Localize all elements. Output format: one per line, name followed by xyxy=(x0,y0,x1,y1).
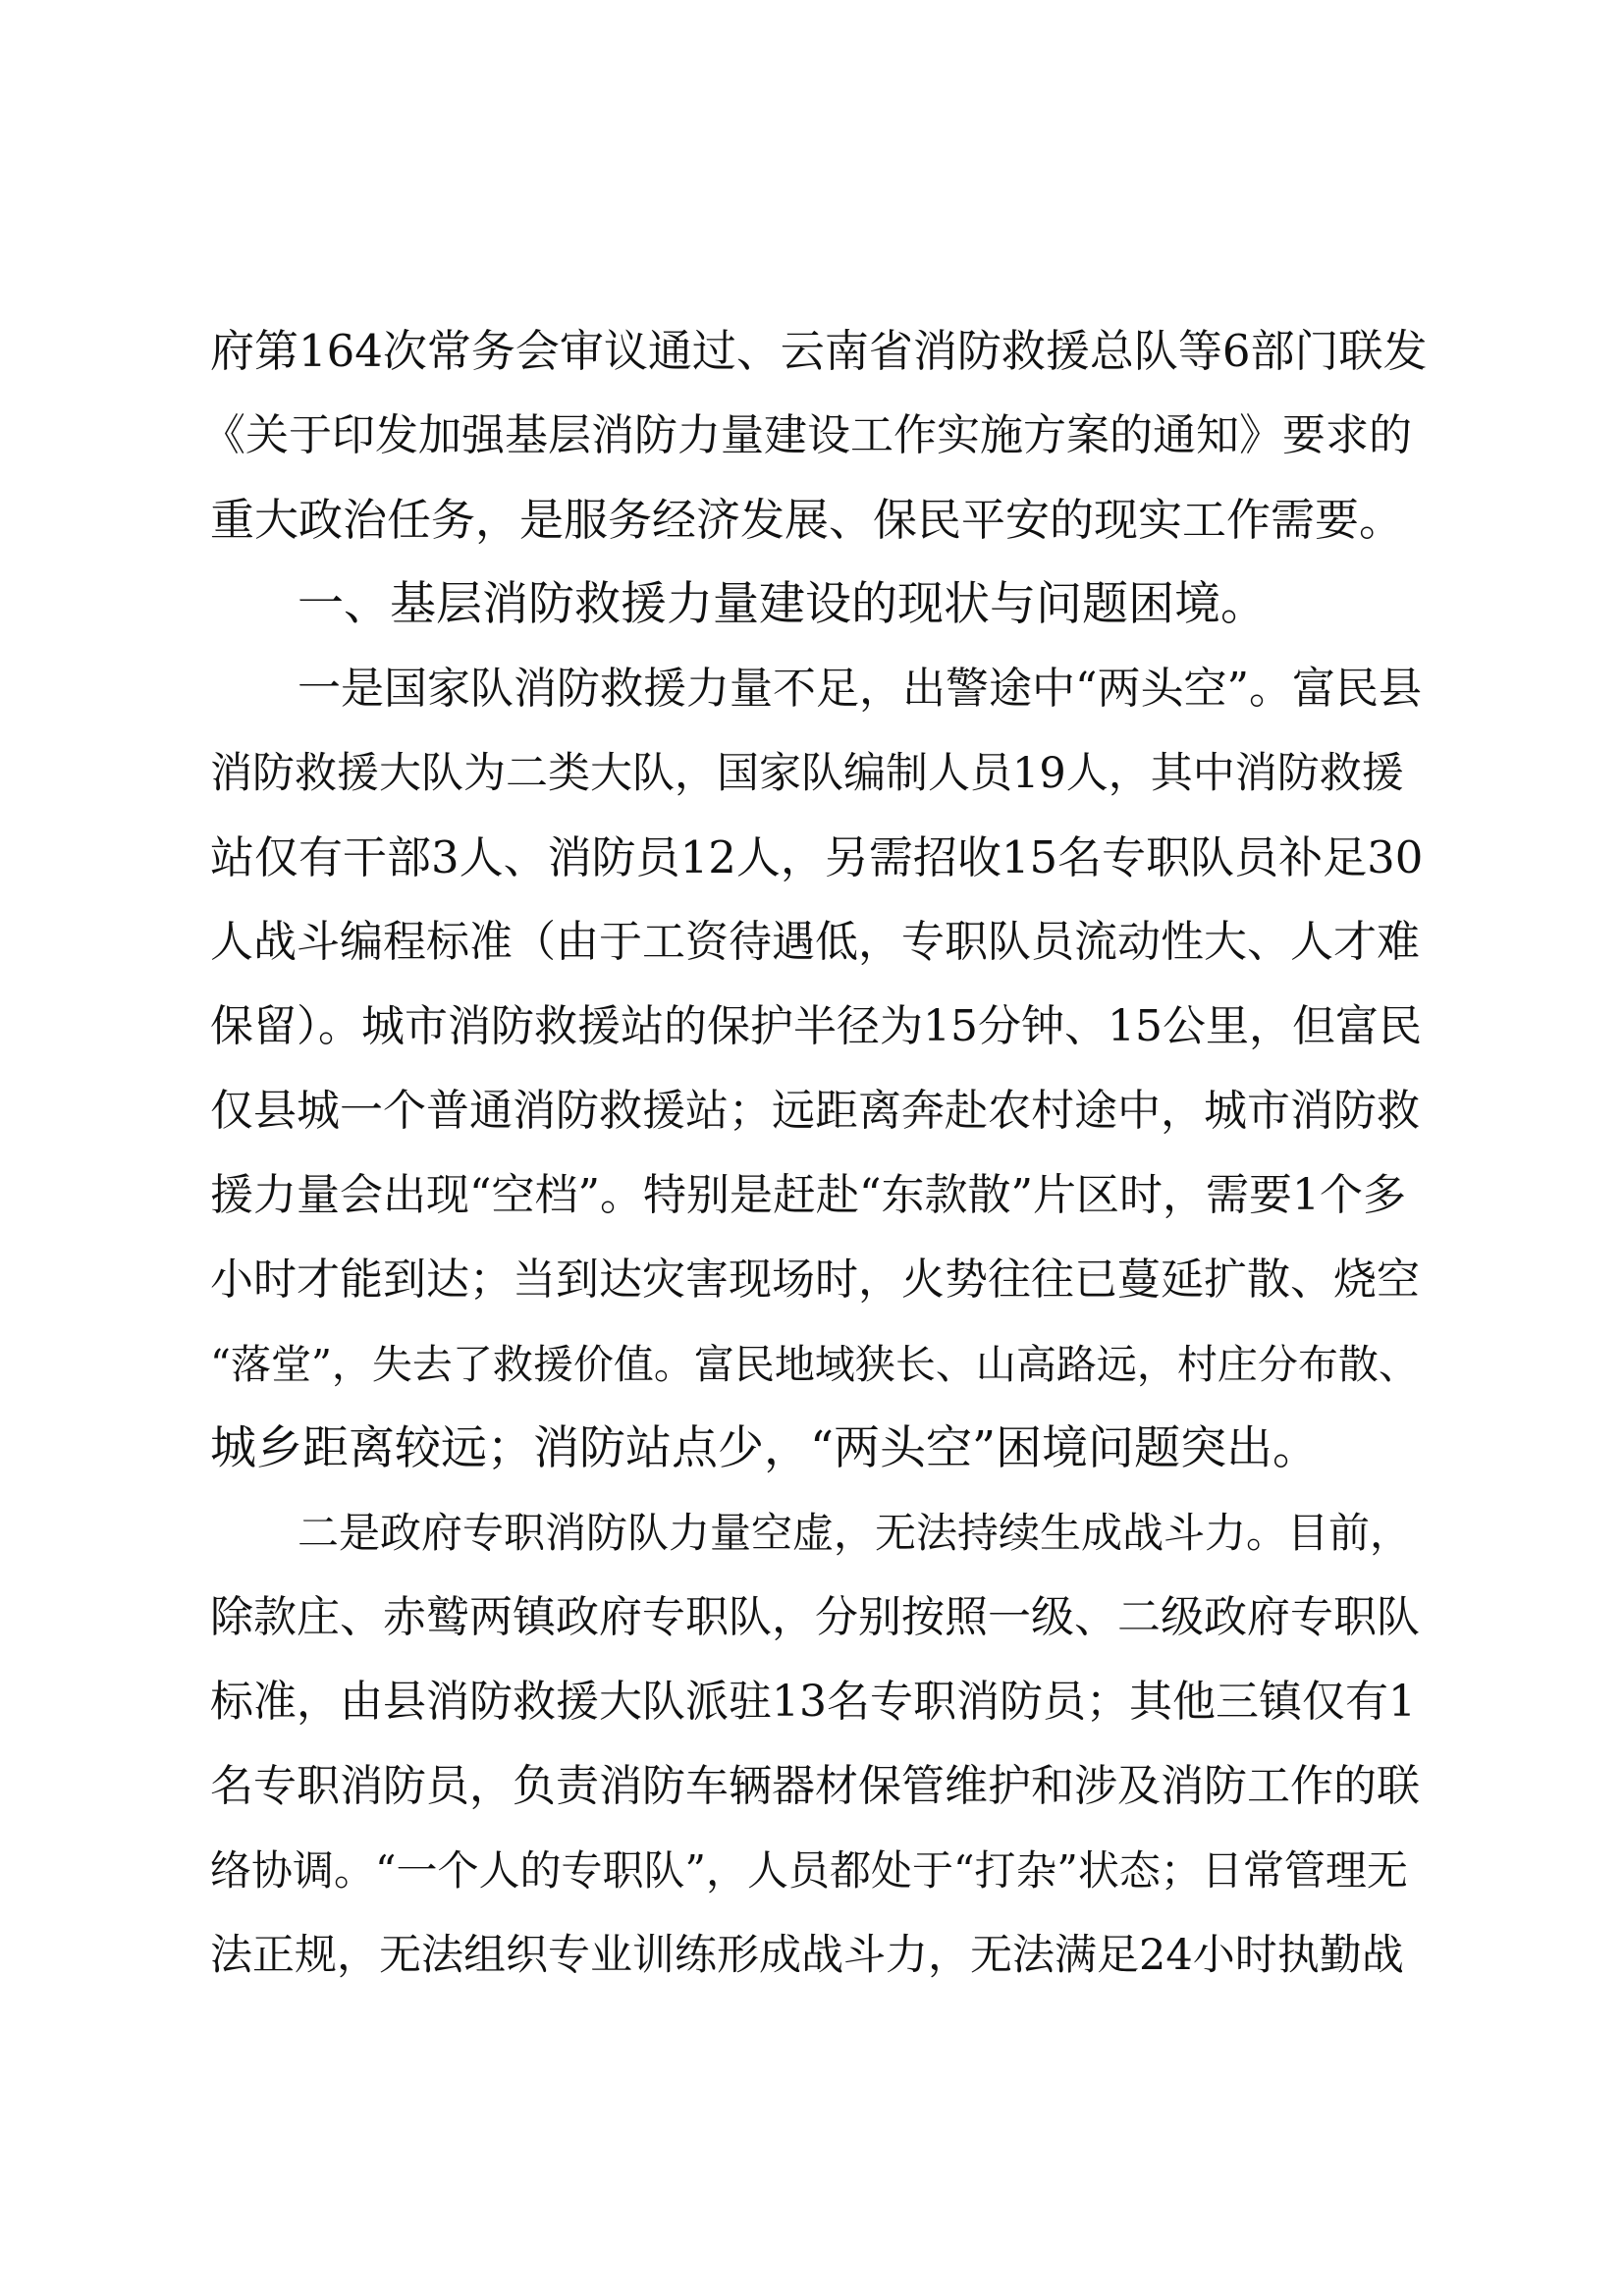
text-line xyxy=(0,1335,1624,1394)
text-line xyxy=(0,828,1624,887)
paragraph-text: 城乡距离较远；消防站点少，“两头空”困境问题突出。 xyxy=(210,1421,1320,1475)
text-line xyxy=(0,1504,1624,1563)
paragraph-text: 消防救援大队为二类大队，国家队编制人员19人，其中消防救援 xyxy=(210,749,1404,798)
paragraph-text: 标准，由县消防救援大队派驻13名专职消防员；其他三镇仅有1 xyxy=(210,1677,1416,1727)
paragraph-text: 除款庄、赤鹫两镇政府专职队，分别按照一级、二级政府专职队 xyxy=(210,1592,1420,1642)
paragraph-text: 仅县城一个普通消防救援站；远距离奔赴农村途中，城市消防救 xyxy=(210,1086,1420,1136)
paragraph-text: 名专职消防员，负责消防车辆器材保管维护和涉及消防工作的联 xyxy=(210,1761,1420,1811)
section-heading xyxy=(0,575,1624,634)
text-line xyxy=(0,1673,1624,1732)
text-line xyxy=(0,1419,1624,1478)
paragraph-text: 保留）。城市消防救援站的保护半径为15分钟、15公里，但富民 xyxy=(210,1001,1422,1051)
paragraph-text: 一是国家队消防救援力量不足，出警途中“两头空”。富民县 xyxy=(298,664,1422,714)
paragraph-text: 人战斗编程标准（由于工资待遇低，专职队员流动性大、人才难 xyxy=(210,917,1420,967)
text-line xyxy=(0,491,1624,550)
paragraph-text: 络协调。“一个人的专职队”，人员都处于“打杂”状态；日常管理无 xyxy=(210,1846,1408,1895)
text-line xyxy=(0,322,1624,381)
text-line xyxy=(0,913,1624,972)
text-line xyxy=(0,1588,1624,1647)
paragraph-text: 小时才能到达；当到达灾害现场时，火势往往已蔓延扩散、烧空 xyxy=(210,1255,1420,1305)
paragraph-text: 法正规，无法组织专业训练形成战斗力，无法满足24小时执勤战 xyxy=(210,1931,1404,1980)
paragraph-text: 《关于印发加强基层消防力量建设工作实施方案的通知》要求的 xyxy=(202,410,1412,460)
paragraph-text: 援力量会出现“空档”。特别是赶赴“东款散”片区时，需要1个多 xyxy=(210,1170,1406,1220)
paragraph-text: “落堂”，失去了救援价值。富民地域狭长、山高路远，村庄分布散、 xyxy=(210,1341,1419,1388)
paragraph-text: 府第164次常务会审议通过、云南省消防救援总队等6部门联发 xyxy=(210,325,1428,377)
paragraph-text: 重大政治任务，是服务经济发展、保民平安的现实工作需要。 xyxy=(210,494,1404,546)
text-line xyxy=(0,1842,1624,1900)
heading-text: 一、基层消防救援力量建设的现状与问题困境。 xyxy=(298,577,1267,631)
paragraph-text: 站仅有干部3人、消防员12人，另需招收15名专职队员补足30 xyxy=(210,831,1424,883)
text-line xyxy=(0,997,1624,1056)
text-line xyxy=(0,1082,1624,1141)
text-line xyxy=(0,1926,1624,1985)
text-line xyxy=(0,660,1624,719)
text-line xyxy=(0,744,1624,803)
text-line xyxy=(0,1166,1624,1225)
text-line xyxy=(0,1251,1624,1309)
text-line xyxy=(0,1757,1624,1816)
paragraph-text: 二是政府专职消防队力量空虚，无法持续生成战斗力。目前， xyxy=(298,1509,1412,1557)
text-line xyxy=(0,406,1624,465)
